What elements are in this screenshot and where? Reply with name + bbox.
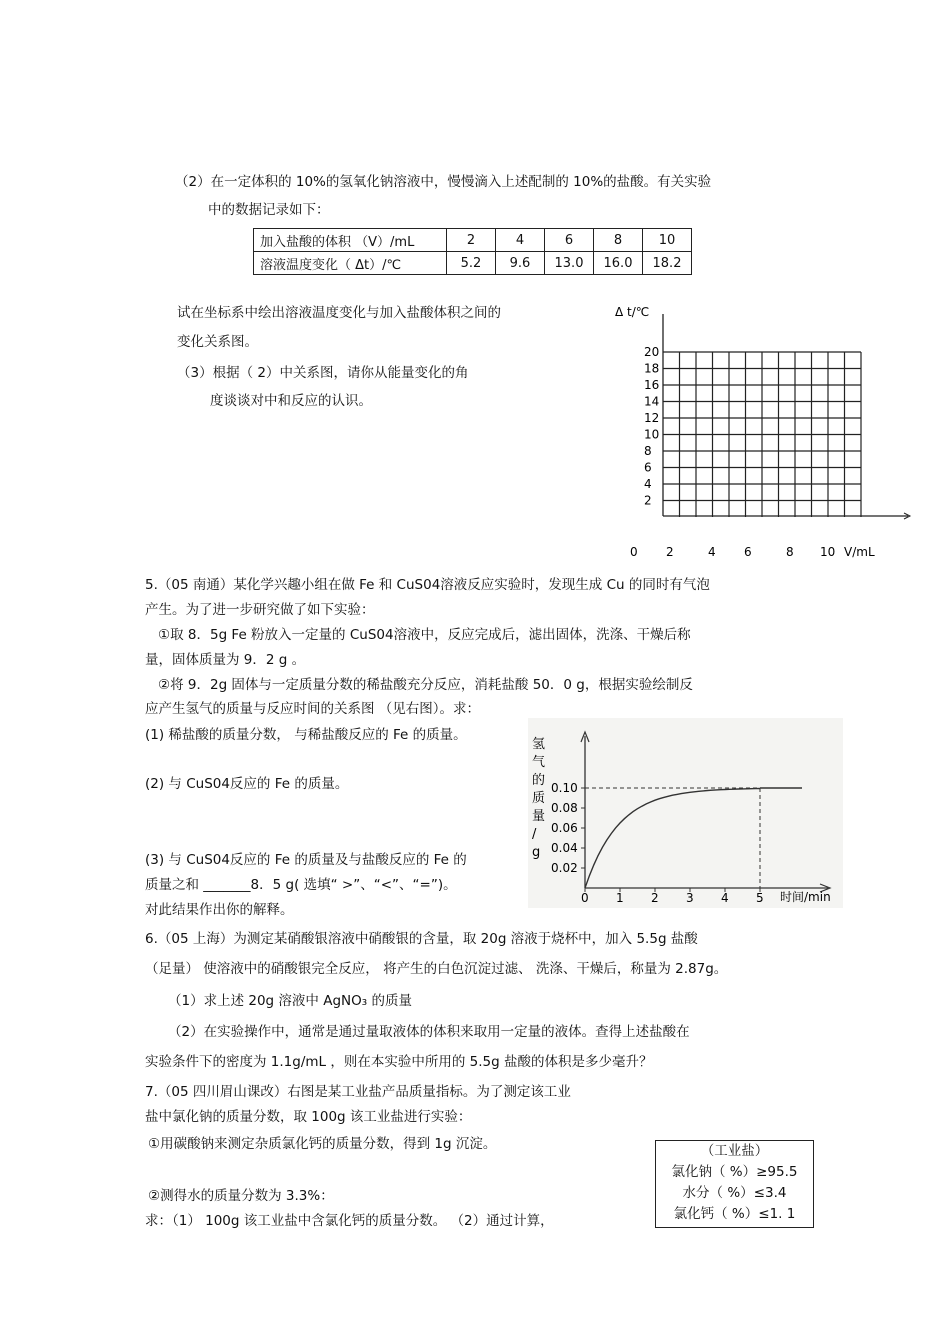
q5-line4: 量，固体质量为 9．2 g 。 xyxy=(145,652,306,668)
y-tick-label: 0.02 xyxy=(551,861,578,875)
q4-part2-line2: 中的数据记录如下： xyxy=(208,202,330,218)
grid-lines xyxy=(663,352,861,517)
y-tick-label: 16 xyxy=(644,378,660,392)
q5-line2: 产生。为了进一步研究做了如下实验： xyxy=(145,602,375,618)
y-axis-label-char: 的 xyxy=(532,773,546,788)
x-tick-label: 6 xyxy=(744,545,752,559)
x-tick-label: 10 xyxy=(820,545,836,559)
x-tick-label: 3 xyxy=(686,891,694,905)
spec-row-nacl: 氯化钠（ %）≥95.5 xyxy=(671,1164,798,1180)
table-cell: 8 xyxy=(594,229,643,252)
q7-line3: ①用碳酸钠来测定杂质氯化钙的质量分数，得到 1g 沉淀。 xyxy=(148,1136,497,1152)
y-tick-label: 18 xyxy=(644,361,660,376)
table-cell: 6 xyxy=(545,229,594,252)
table-cell: 2 xyxy=(447,229,496,252)
q6-line4: （2）在实验操作中，通常是通过量取液体的体积来取用一定量的液体。查得上述盐酸在 xyxy=(168,1024,690,1040)
x-tick-label: 4 xyxy=(721,891,729,905)
q5-question1: (1) 稀盐酸的质量分数， 与稀盐酸反应的 Fe 的质量。 xyxy=(145,727,467,743)
q6-line3: （1）求上述 20g 溶液中 AgNO₃ 的质量 xyxy=(168,993,412,1009)
y-tick-label: 12 xyxy=(644,411,660,425)
table-cell: 4 xyxy=(496,229,545,252)
table-cell: 10 xyxy=(643,229,692,252)
x-tick-label: 1 xyxy=(616,891,624,905)
q4-part3-line2: 度谈谈对中和反应的认识。 xyxy=(210,393,372,409)
y-tick-label: 8 xyxy=(644,444,652,458)
x-tick-label: 8 xyxy=(786,545,794,559)
table-cell: 5.2 xyxy=(447,252,496,275)
q6-line5: 实验条件下的密度为 1.1g/mL ，则在本实验中所用的 5.5g 盐酸的体积是多少毫升？ xyxy=(145,1054,653,1070)
q5-line5: ②将 9．2g 固体与一定质量分数的稀盐酸充分反应，消耗盐酸 50．0 g，根据实验绘制反 xyxy=(158,677,693,693)
data-table xyxy=(253,228,692,275)
q5-question3-line2: 质量之和 _______8．5 g( 选填“ >”、“<”、“=”)。 xyxy=(145,877,457,893)
table-header-temperature: 溶液温度变化（ Δt）/℃ xyxy=(254,252,447,275)
table-cell: 18.2 xyxy=(643,252,692,275)
y-axis-label-char: 气 xyxy=(532,755,546,770)
y-axis-label-char: / xyxy=(532,827,537,842)
y-tick-label: 6 xyxy=(644,460,652,475)
table-row xyxy=(254,229,692,252)
x-axis-label: 时间/min xyxy=(780,890,831,904)
q7-line1: 7.（05 四川眉山课改）右图是某工业盐产品质量指标。为了测定该工业 xyxy=(145,1084,571,1100)
y-tick-label: 0.10 xyxy=(551,781,578,795)
y-tick-label: 4 xyxy=(644,477,652,491)
y-tick-label: 14 xyxy=(644,394,660,409)
x-tick-label: 5 xyxy=(756,891,764,905)
industrial-salt-spec-box xyxy=(655,1140,814,1228)
q4-instruction-line1: 试在坐标系中绘出溶液温度变化与加入盐酸体积之间的 xyxy=(177,305,501,321)
q5-line6: 应产生氢气的质量与反应时间的关系图 （见右图）。求： xyxy=(145,701,481,717)
spec-title: （工业盐） xyxy=(700,1143,769,1159)
x-axis-label: V/mL xyxy=(844,545,875,559)
y-axis-label-char: g xyxy=(532,845,541,860)
x-tick-label: 2 xyxy=(666,545,674,559)
y-axis-label-char: 氢 xyxy=(532,737,546,752)
spec-row-cacl2: 氯化钙（ %）≤1. 1 xyxy=(673,1206,796,1222)
q5-line3: ①取 8．5g Fe 粉放入一定量的 CuS04溶液中，反应完成后，滤出固体，洗涤、干燥后称 xyxy=(158,627,691,643)
q6-line2: （足量） 使溶液中的硝酸银完全反应， 将产生的白色沉淀过滤、 洗涤、干燥后，称量为 2.87g。 xyxy=(145,961,728,977)
table-cell: 13.0 xyxy=(545,252,594,275)
spec-row-water: 水分（ %）≤3.4 xyxy=(682,1185,787,1201)
q7-line5: 求：（1） 100g 该工业盐中含氯化钙的质量分数。 （2）通过计算， xyxy=(145,1213,554,1229)
table-header-volume: 加入盐酸的体积 （V）/mL xyxy=(254,229,447,252)
q4-instruction-line2: 变化关系图。 xyxy=(177,334,258,350)
y-tick-label: 2 xyxy=(644,493,652,508)
q5-question3-line1: (3) 与 CuS04反应的 Fe 的质量及与盐酸反应的 Fe 的 xyxy=(145,852,467,868)
y-axis-label-char: 质 xyxy=(532,791,546,806)
q6-line1: 6.（05 上海）为测定某硝酸银溶液中硝酸银的含量，取 20g 溶液于烧杯中，加入 5.5g 盐酸 xyxy=(145,931,698,947)
y-axis-label: Δ t/℃ xyxy=(615,305,650,319)
x-tick-label: 2 xyxy=(651,891,659,905)
table-row xyxy=(254,252,692,275)
x-tick-label: 0 xyxy=(581,891,589,905)
y-tick-label: 0.04 xyxy=(551,841,578,855)
table-cell: 9.6 xyxy=(496,252,545,275)
q4-part3-line1: （3）根据（ 2）中关系图，请你从能量变化的角 xyxy=(177,365,469,381)
q5-question3-line3: 对此结果作出你的解释。 xyxy=(145,902,294,918)
q5-question2: (2) 与 CuS04反应的 Fe 的质量。 xyxy=(145,776,349,792)
q5-line1: 5.（05 南通）某化学兴趣小组在做 Fe 和 CuS04溶液反应实验时，发现生成 Cu 的同时有气泡 xyxy=(145,577,710,593)
y-tick-label: 0.06 xyxy=(551,821,578,835)
x-tick-label: 4 xyxy=(708,545,716,559)
table-cell: 16.0 xyxy=(594,252,643,275)
hydrogen-time-chart xyxy=(528,718,843,908)
q7-line2: 盐中氯化钠的质量分数，取 100g 该工业盐进行实验： xyxy=(145,1109,472,1125)
y-tick-label: 20 xyxy=(644,345,660,359)
y-tick-label: 10 xyxy=(644,427,660,442)
blank-grid-chart xyxy=(600,300,920,565)
q4-part2-line1: （2）在一定体积的 10%的氢氧化钠溶液中，慢慢滴入上述配制的 10%的盐酸。有关实验 xyxy=(175,174,712,190)
y-tick-label: 0.08 xyxy=(551,801,578,815)
x-tick-label: 0 xyxy=(630,545,638,559)
y-axis-label-char: 量 xyxy=(532,809,546,824)
q7-line4: ②测得水的质量分数为 3.3%： xyxy=(148,1188,334,1204)
